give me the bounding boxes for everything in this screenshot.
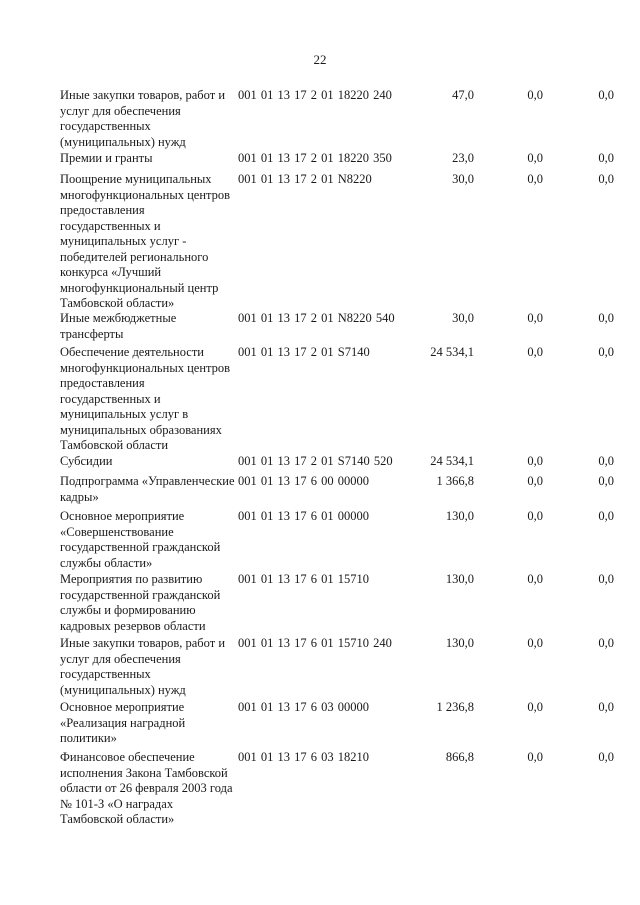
row-value-3: 0,0: [598, 345, 614, 359]
row-code: 001 01 13 17 6 01 15710 240: [238, 636, 392, 650]
row-value-2: 0,0: [527, 454, 543, 468]
row-value-2: 0,0: [527, 474, 543, 488]
row-value-2: 0,0: [527, 572, 543, 586]
row-value-2: 0,0: [527, 311, 543, 325]
row-name: Финансовое обеспечение исполнения Закона Тамбовской области от 26 февраля 2003 года № 101-З «О наградах Тамбовской области»: [60, 750, 233, 826]
row-value-2: 0,0: [527, 509, 543, 523]
row-value-1: 30,0: [452, 311, 474, 325]
row-value-1: 130,0: [445, 509, 474, 523]
row-code: 001 01 13 17 6 01 00000: [238, 509, 369, 523]
row-value-1: 30,0: [452, 172, 474, 186]
row-name: Обеспечение деятельности многофункциональных центров предоставления государственных и муниципальных услуг в муниципальных образованиях Тамбовской области: [60, 345, 231, 452]
row-value-1: 1 236,8: [436, 700, 474, 714]
row-value-1: 130,0: [445, 572, 474, 586]
row-code: 001 01 13 17 2 01 N8220: [238, 172, 372, 186]
row-name: Поощрение муниципальных многофункциональных центров предоставления государственных и муниципальных услуг - победителей регионального конкурса «Лучший многофункциональный центр Тамбовской области»: [60, 172, 231, 310]
row-value-3: 0,0: [598, 311, 614, 325]
row-value-3: 0,0: [598, 474, 614, 488]
row-name: Субсидии: [60, 454, 113, 468]
row-code: 001 01 13 17 2 01 S7140: [238, 345, 370, 359]
row-value-1: 47,0: [452, 88, 474, 102]
row-value-3: 0,0: [598, 88, 614, 102]
row-value-3: 0,0: [598, 572, 614, 586]
row-value-2: 0,0: [527, 750, 543, 764]
row-value-3: 0,0: [598, 509, 614, 523]
row-value-3: 0,0: [598, 172, 614, 186]
row-name: Премии и гранты: [60, 151, 153, 165]
row-name: Основное мероприятие «Совершенствование государственной гражданской службы области»: [60, 509, 221, 570]
row-code: 001 01 13 17 6 03 00000: [238, 700, 369, 714]
row-value-1: 24 534,1: [430, 454, 474, 468]
row-value-1: 23,0: [452, 151, 474, 165]
row-code: 001 01 13 17 2 01 18220 350: [238, 151, 392, 165]
row-code: 001 01 13 17 2 01 18220 240: [238, 88, 392, 102]
row-name: Иные закупки товаров, работ и услуг для обеспечения государственных (муниципальных) нужд: [60, 88, 226, 149]
row-value-1: 24 534,1: [430, 345, 474, 359]
row-value-3: 0,0: [598, 151, 614, 165]
row-value-3: 0,0: [598, 636, 614, 650]
row-value-3: 0,0: [598, 700, 614, 714]
page-number: 22: [313, 52, 327, 67]
row-code: 001 01 13 17 6 01 15710: [238, 572, 369, 586]
row-value-1: 866,8: [445, 750, 474, 764]
row-name: Мероприятия по развитию государственной гражданской службы и формированию кадровых резервов области: [60, 572, 221, 633]
row-code: 001 01 13 17 2 01 S7140 520: [238, 454, 393, 468]
row-value-1: 130,0: [445, 636, 474, 650]
row-value-2: 0,0: [527, 700, 543, 714]
row-name: Иные межбюджетные трансферты: [60, 311, 177, 341]
row-name: Основное мероприятие «Реализация наградной политики»: [60, 700, 186, 745]
row-value-2: 0,0: [527, 88, 543, 102]
row-value-3: 0,0: [598, 454, 614, 468]
row-code: 001 01 13 17 6 03 18210: [238, 750, 369, 764]
row-code: 001 01 13 17 6 00 00000: [238, 474, 369, 488]
row-value-3: 0,0: [598, 750, 614, 764]
row-value-2: 0,0: [527, 151, 543, 165]
row-value-2: 0,0: [527, 636, 543, 650]
row-name: Иные закупки товаров, работ и услуг для обеспечения государственных (муниципальных) нужд: [60, 636, 226, 697]
row-value-2: 0,0: [527, 345, 543, 359]
row-name: Подпрограмма «Управленческие кадры»: [60, 474, 235, 504]
row-code: 001 01 13 17 2 01 N8220 540: [238, 311, 395, 325]
row-value-1: 1 366,8: [436, 474, 474, 488]
row-value-2: 0,0: [527, 172, 543, 186]
